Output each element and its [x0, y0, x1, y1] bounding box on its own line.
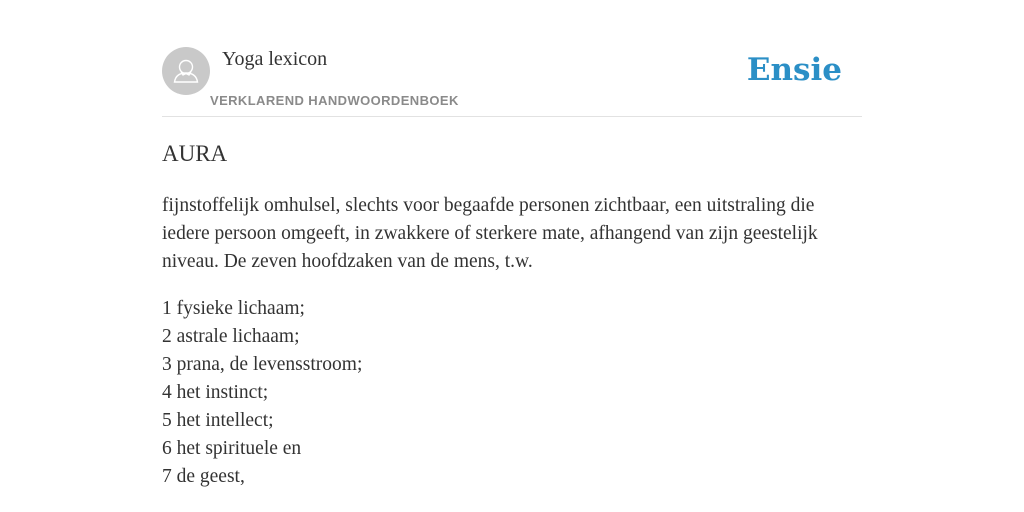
list-item: 4 het instinct;	[162, 382, 269, 403]
lexicon-subtitle: VERKLAREND HANDWOORDENBOEK	[210, 93, 459, 108]
user-icon-glyph	[162, 47, 210, 95]
list-item: 6 het spirituele en	[162, 438, 302, 459]
entry-definition: fijnstoffelijk omhulsel, slechts voor begaafde personen zichtbaar, een uitstraling die iedere persoon omgeeft, in zwakkere of sterkere mate, afhangend van zijn geestelijk niveau. De zeven hoofdzaken van de mens, t.w.	[162, 195, 818, 272]
entry-term: AURA	[162, 141, 228, 166]
brand-logo[interactable]: Ensie	[746, 52, 842, 88]
list-item: 3 prana, de levensstroom;	[162, 354, 363, 375]
lexicon-header	[162, 47, 862, 117]
list-item: 7 de geest,	[162, 466, 245, 487]
list-item: 2 astrale lichaam;	[162, 326, 300, 347]
list-item: 5 het intellect;	[162, 410, 274, 431]
lexicon-title[interactable]: Yoga lexicon	[222, 48, 328, 70]
user-icon[interactable]	[162, 47, 210, 95]
entry-list	[162, 295, 862, 491]
list-item: 1 fysieke lichaam;	[162, 298, 305, 319]
